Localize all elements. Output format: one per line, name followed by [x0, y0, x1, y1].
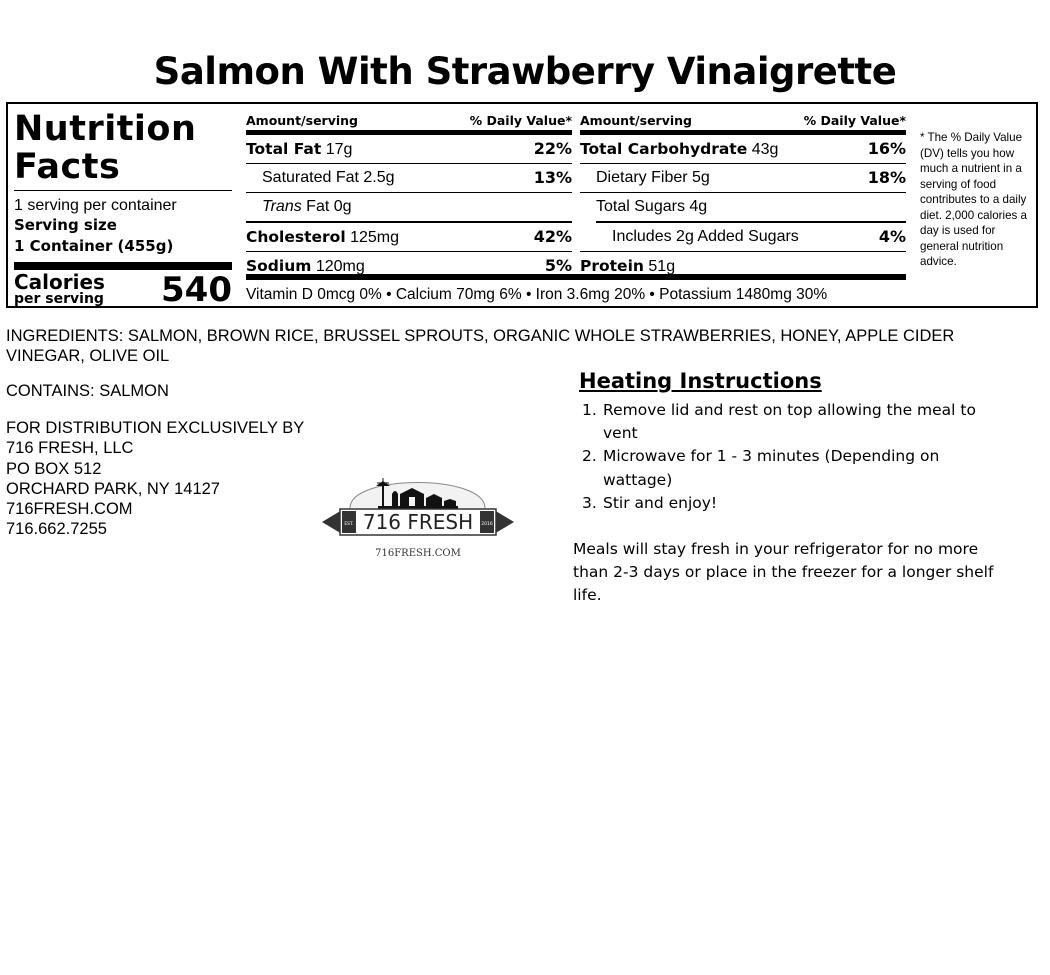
nutrient-row-cholesterol — [246, 223, 572, 252]
serving-size-value: 1 Container (455g) — [14, 237, 174, 255]
daily-value-footnote: * The % Daily Value (DV) tells you how much a nutrient in a serving of food contributes to a daily diet. 2,000 calories a day is used for general nutrition advice. — [920, 131, 1027, 268]
nutrient-row-dietary-fiber — [580, 164, 906, 193]
nutrient-column-left — [246, 110, 572, 280]
nutrient-name: Total Carbohydrate — [580, 140, 748, 158]
divider-thick — [246, 274, 906, 280]
vitamins-minerals-line: Vitamin D 0mcg 0% • Calcium 70mg 6% • Iron 3.6mg 20% • Potassium 1480mg 30% — [246, 286, 828, 303]
calories-value: 540 — [161, 270, 232, 310]
nutrient-name: Cholesterol — [246, 228, 346, 246]
phone-number: 716.662.7255 — [6, 520, 107, 539]
heading-line-1: Nutrition — [14, 109, 197, 149]
nutrient-dv: 16% — [867, 139, 906, 158]
heating-instructions-title: Heating Instructions — [579, 369, 822, 393]
dv-header: % Daily Value* — [469, 113, 572, 128]
step-number: 1. — [582, 401, 597, 419]
calories-row — [14, 270, 232, 310]
divider-thick — [14, 262, 232, 270]
distributor-info — [6, 418, 304, 540]
nutrient-amount: 125mg — [350, 229, 400, 246]
nutrient-dv: 4% — [878, 227, 906, 246]
716-fresh-logo — [320, 464, 516, 564]
nutrient-name: Saturated Fat — [262, 169, 359, 186]
nutrient-name: Total Sugars — [596, 198, 685, 215]
nutrient-name: Total Fat — [246, 140, 322, 158]
step-text: Microwave for 1 - 3 minutes (Depending on wattage) — [603, 447, 940, 489]
logo-year-text: 2016 — [481, 522, 493, 527]
nutrient-dv: 18% — [867, 168, 906, 187]
nutrient-name: Trans — [262, 198, 302, 215]
website: 716FRESH.COM — [6, 500, 133, 519]
servings-per-container: 1 serving per container — [14, 197, 177, 214]
nutrient-row-total-carbohydrate — [580, 135, 906, 164]
po-box: PO BOX 512 — [6, 459, 102, 478]
nutrient-amount: Fat 0g — [306, 198, 352, 215]
dv-header: % Daily Value* — [803, 113, 906, 128]
allergen-statement: CONTAINS: SALMON — [6, 382, 169, 400]
nutrient-amount: 51g — [648, 258, 676, 275]
city-state-zip: ORCHARD PARK, NY 14127 — [6, 479, 220, 498]
amount-header: Amount/serving — [580, 113, 692, 128]
calories-label: Calories — [14, 270, 105, 294]
step-number: 3. — [582, 493, 597, 512]
nutrient-row-trans-fat — [246, 193, 572, 223]
product-title: Salmon With Strawberry Vinaigrette — [153, 50, 897, 93]
column-header — [580, 110, 906, 130]
ribbon-right — [494, 510, 514, 534]
nutrient-row-saturated-fat — [246, 164, 572, 193]
nutrient-dv: 22% — [533, 139, 572, 158]
storage-note: Meals will stay fresh in your refrigerator for no more than 2-3 days or place in the freezer for a longer shelf life. — [573, 540, 994, 605]
heading-line-2: Facts — [14, 147, 121, 187]
heating-steps-list — [582, 399, 982, 515]
ingredients-list: INGREDIENTS: SALMON, BROWN RICE, BRUSSEL SPROUTS, ORGANIC WHOLE STRAWBERRIES, HONEY, APPLE CIDER VINEGAR, OLIVE OIL — [6, 327, 955, 365]
amount-header: Amount/serving — [246, 113, 358, 128]
nutrient-dv: 42% — [533, 227, 572, 246]
nutrient-amount: 120mg — [315, 258, 365, 275]
heating-step — [582, 399, 982, 445]
nutrient-name: Includes 2g Added Sugars — [612, 228, 799, 245]
logo-name-text: 716 FRESH — [362, 510, 474, 534]
step-text: Remove lid and rest on top allowing the meal to vent — [603, 401, 976, 443]
nutrient-dv: 13% — [533, 168, 572, 187]
per-serving-label: per serving — [14, 291, 104, 307]
nutrient-name: Dietary Fiber — [596, 169, 688, 186]
nutrition-facts-panel — [6, 102, 1038, 308]
nutrient-amount: 4g — [689, 198, 708, 215]
column-header — [246, 110, 572, 130]
nutrient-amount: 5g — [692, 169, 710, 186]
nutrient-row-total-sugars — [596, 193, 906, 223]
distribution-line: FOR DISTRIBUTION EXCLUSIVELY BY — [6, 419, 305, 437]
heating-step — [582, 445, 982, 491]
nutrient-amount: 17g — [325, 141, 353, 158]
step-number: 2. — [582, 447, 597, 466]
nutrient-amount: 43g — [751, 141, 779, 158]
logo-url-text: 716FRESH.COM — [375, 548, 461, 559]
step-text: Stir and enjoy! — [603, 493, 718, 512]
nutrient-name: Sodium — [246, 257, 312, 275]
ribbon-left — [322, 510, 342, 534]
heating-step — [582, 492, 982, 515]
company-name: 716 FRESH, LLC — [6, 439, 134, 458]
nutrition-facts-heading — [14, 110, 232, 186]
divider — [14, 190, 232, 191]
nutrient-row-added-sugars — [580, 223, 906, 252]
nutrition-facts-summary — [14, 110, 232, 310]
nutrient-dv: 5% — [544, 256, 572, 275]
nutrient-amount: 2.5g — [363, 169, 395, 186]
nutrient-column-right — [580, 110, 906, 280]
nutrient-row-total-fat — [246, 135, 572, 164]
logo-est-text: EST. — [344, 522, 354, 527]
nutrient-name: Protein — [580, 257, 644, 275]
serving-size-label: Serving size — [14, 216, 117, 234]
